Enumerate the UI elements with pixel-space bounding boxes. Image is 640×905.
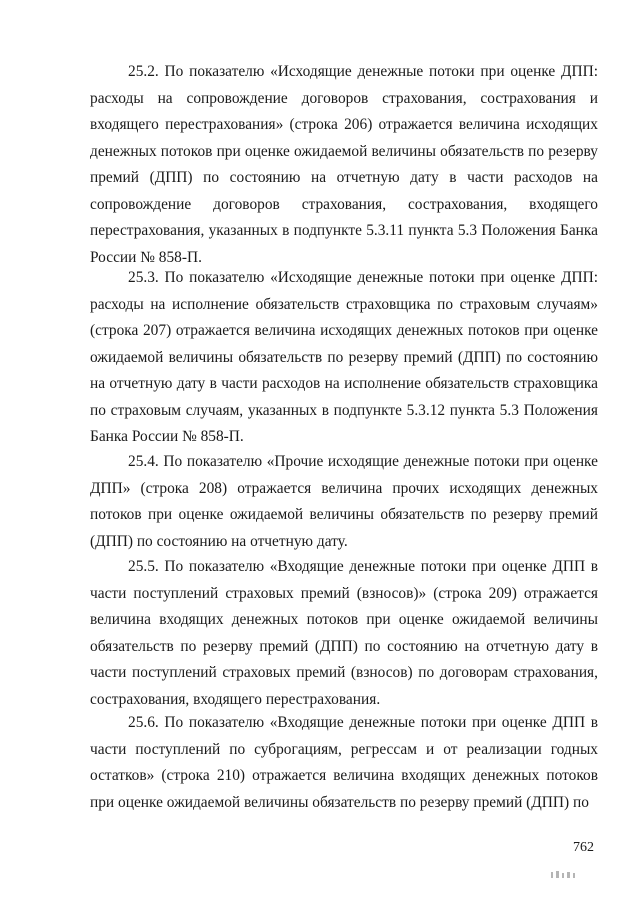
paragraph-25-6: 25.6. По показателю «Входящие денежные потоки при оценке ДПП в части поступлений по суброгациям, регрессам и от реализации годных остатков» (строка 210) отражается величина входящих денежных потоков при оценке ожидаемой величины обязательств по резерву премий (ДПП) по bbox=[90, 714, 598, 811]
paragraph-25-2: 25.2. По показателю «Исходящие денежные потоки при оценке ДПП: расходы на сопровождение договоров страхования, сострахования и входящего перестрахования» (строка 206) отражается величина исходящих денежных потоков при оценке ожидаемой величины обязательств по резерву премий (ДПП) по состоянию на отчетную дату в части расходов на сопровождение договоров страхования, сострахования, входящего перестрахования, указанных в подпункте 5.3.11 пункта 5.3 Положения Банка России № 858-П. bbox=[90, 63, 598, 266]
paragraph-25-3: 25.3. По показателю «Исходящие денежные потоки при оценке ДПП: расходы на исполнение обязательств страховщика по страховым случаям» (строка 207) отражается величина исходящих денежных потоков при оценке ожидаемой величины обязательств по резерву премий (ДПП) по состоянию на отчетную дату в части расходов на исполнение обязательств страховщика по страховым случаям, указанных в подпункте 5.3.12 пункта 5.3 Положения Банка России № 858-П. bbox=[90, 269, 598, 445]
paragraph-25-4: 25.4. По показателю «Прочие исходящие денежные потоки при оценке ДПП» (строка 208) отражается величина прочих исходящих денежных потоков при оценке ожидаемой величины обязательств по резерву премий (ДПП) по состоянию на отчетную дату. bbox=[90, 453, 598, 550]
page-number: 762 bbox=[573, 840, 594, 855]
scan-artifact-mark bbox=[550, 870, 578, 880]
paragraph-25-5: 25.5. По показателю «Входящие денежные потоки при оценке ДПП в части поступлений страховых премий (взносов)» (строка 209) отражается величина входящих денежных потоков при оценке ожидаемой величины обязательств по резерву премий (ДПП) по состоянию на отчетную дату в части поступлений страховых премий (взносов) по договорам страхования, сострахования, входящего перестрахования. bbox=[90, 558, 598, 708]
